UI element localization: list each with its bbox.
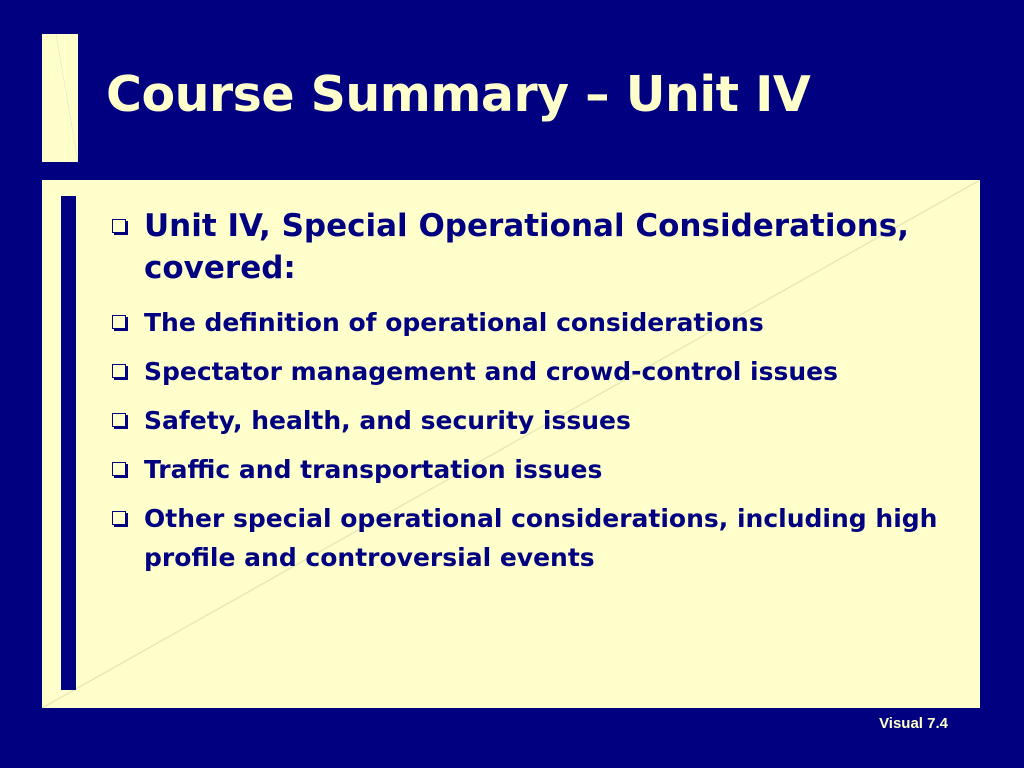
- bullet-text: Other special operational considerations, including high profile and controversial events: [144, 504, 938, 572]
- checkbox-bullet-icon: [112, 462, 126, 476]
- bullet-text: Traffic and transportation issues: [144, 455, 603, 484]
- checkbox-bullet-icon: [112, 364, 126, 378]
- checkbox-bullet-icon: [112, 511, 126, 525]
- bullet-text: The definition of operational considerations: [144, 308, 764, 337]
- bullet-text: Spectator management and crowd-control issues: [144, 357, 838, 386]
- bullet-text: Unit IV, Special Operational Considerations, covered:: [144, 208, 910, 286]
- checkbox-bullet-icon: [112, 219, 126, 233]
- content-accent-bar: [61, 196, 76, 690]
- title-accent-bar: [42, 34, 78, 162]
- list-item: [100, 352, 960, 391]
- bullet-text: Safety, health, and security issues: [144, 406, 631, 435]
- bullet-list: [100, 205, 960, 587]
- list-item: [100, 205, 960, 289]
- checkbox-bullet-icon: [112, 413, 126, 427]
- list-item: [100, 450, 960, 489]
- list-item: [100, 303, 960, 342]
- checkbox-bullet-icon: [112, 315, 126, 329]
- slide-title: Course Summary – Unit IV: [106, 66, 811, 123]
- list-item: [100, 401, 960, 440]
- list-item: [100, 499, 960, 577]
- slide-number-label: Visual 7.4: [879, 715, 948, 732]
